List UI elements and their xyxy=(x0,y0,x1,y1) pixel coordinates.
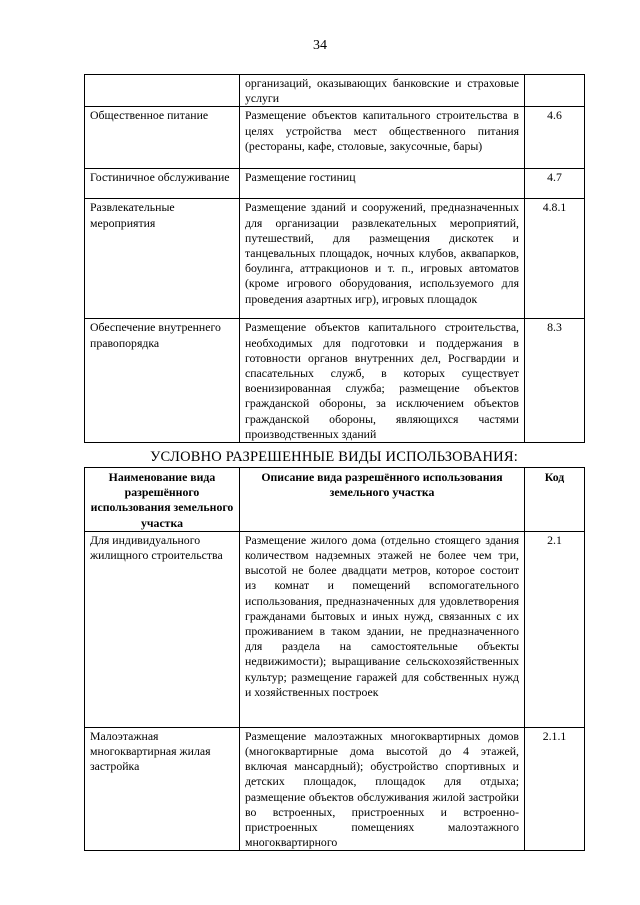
table-row xyxy=(85,531,585,727)
table-row xyxy=(85,169,585,199)
table-header-row xyxy=(85,468,585,532)
use-description-cell: Размещение зданий и сооружений, предназначенных для организации развлекательных мероприятий, путешествий, для размещения дискотек и танцевальных площадок, ночных клубов, аквапарков, боулинга, аттракционов и т. п., игровых автоматов (кроме игрового оборудования, используемого для проведения азартных игр), игровых площадок xyxy=(240,199,525,319)
header-description: Описание вида разрешённого использования земельного участка xyxy=(240,468,525,532)
use-name-cell: Развлекательные мероприятия xyxy=(85,199,240,319)
use-code-cell xyxy=(525,75,585,107)
table-row xyxy=(85,199,585,319)
use-description-cell: Размещение объектов капитального строительства в целях устройства мест общественного питания (рестораны, кафе, столовые, закусочные, бары) xyxy=(240,107,525,169)
use-code-cell: 2.1.1 xyxy=(525,727,585,851)
table-row xyxy=(85,75,585,107)
use-description-cell: Размещение объектов капитального строительства, необходимых для подготовки и поддержания в готовности органов внутренних дел, Росгвардии и спасательных служб, в которых существует военизированная служба; размещение объектов гражданской обороны, за исключением объектов гражданской обороны, являющихся частями производственных зданий xyxy=(240,319,525,443)
conditional-uses-table xyxy=(84,467,585,851)
use-name-cell: Малоэтажная многоквартирная жилая застройка xyxy=(85,727,240,851)
use-name-cell: Обеспечение внутреннего правопорядка xyxy=(85,319,240,443)
use-name-cell: Для индивидуального жилищного строительства xyxy=(85,531,240,727)
use-name-cell xyxy=(85,75,240,107)
use-code-cell: 2.1 xyxy=(525,531,585,727)
use-name-cell: Гостиничное обслуживание xyxy=(85,169,240,199)
use-description-cell: Размещение жилого дома (отдельно стоящего здания количеством надземных этажей не более чем три, высотой не более двадцати метров, которое состоит из комнат и помещений вспомогательного использования, предназначенных для удовлетворения гражданами бытовых и иных нужд, связанных с их проживанием в таком здании, не предназначенного для раздела на самостоятельные объекты недвижимости); выращивание сельскохозяйственных культур; размещение гаражей для собственных нужд и хозяйственных построек xyxy=(240,531,525,727)
use-code-cell: 4.8.1 xyxy=(525,199,585,319)
use-code-cell: 8.3 xyxy=(525,319,585,443)
table-row xyxy=(85,107,585,169)
use-code-cell: 4.7 xyxy=(525,169,585,199)
page-number: 34 xyxy=(313,38,327,53)
section-heading: УСЛОВНО РАЗРЕШЕННЫЕ ВИДЫ ИСПОЛЬЗОВАНИЯ: xyxy=(150,449,518,465)
use-description-cell: организаций, оказывающих банковские и страховые услуги xyxy=(240,75,525,107)
table-row xyxy=(85,319,585,443)
header-code: Код xyxy=(525,468,585,532)
use-code-cell: 4.6 xyxy=(525,107,585,169)
use-description-cell: Размещение малоэтажных многоквартирных домов (многоквартирные дома высотой до 4 этажей, включая мансардный); обустройство спортивных и детских площадок, площадок для отдыха; размещение объектов обслуживания жилой застройки во встроенных, пристроенных и встроенно-пристроенных помещениях малоэтажного многоквартирного xyxy=(240,727,525,851)
use-name-cell: Общественное питание xyxy=(85,107,240,169)
use-description-cell: Размещение гостиниц xyxy=(240,169,525,199)
table-row xyxy=(85,727,585,851)
permitted-uses-table-continued xyxy=(84,74,585,443)
header-name: Наименование вида разрешённого использования земельного участка xyxy=(85,468,240,532)
